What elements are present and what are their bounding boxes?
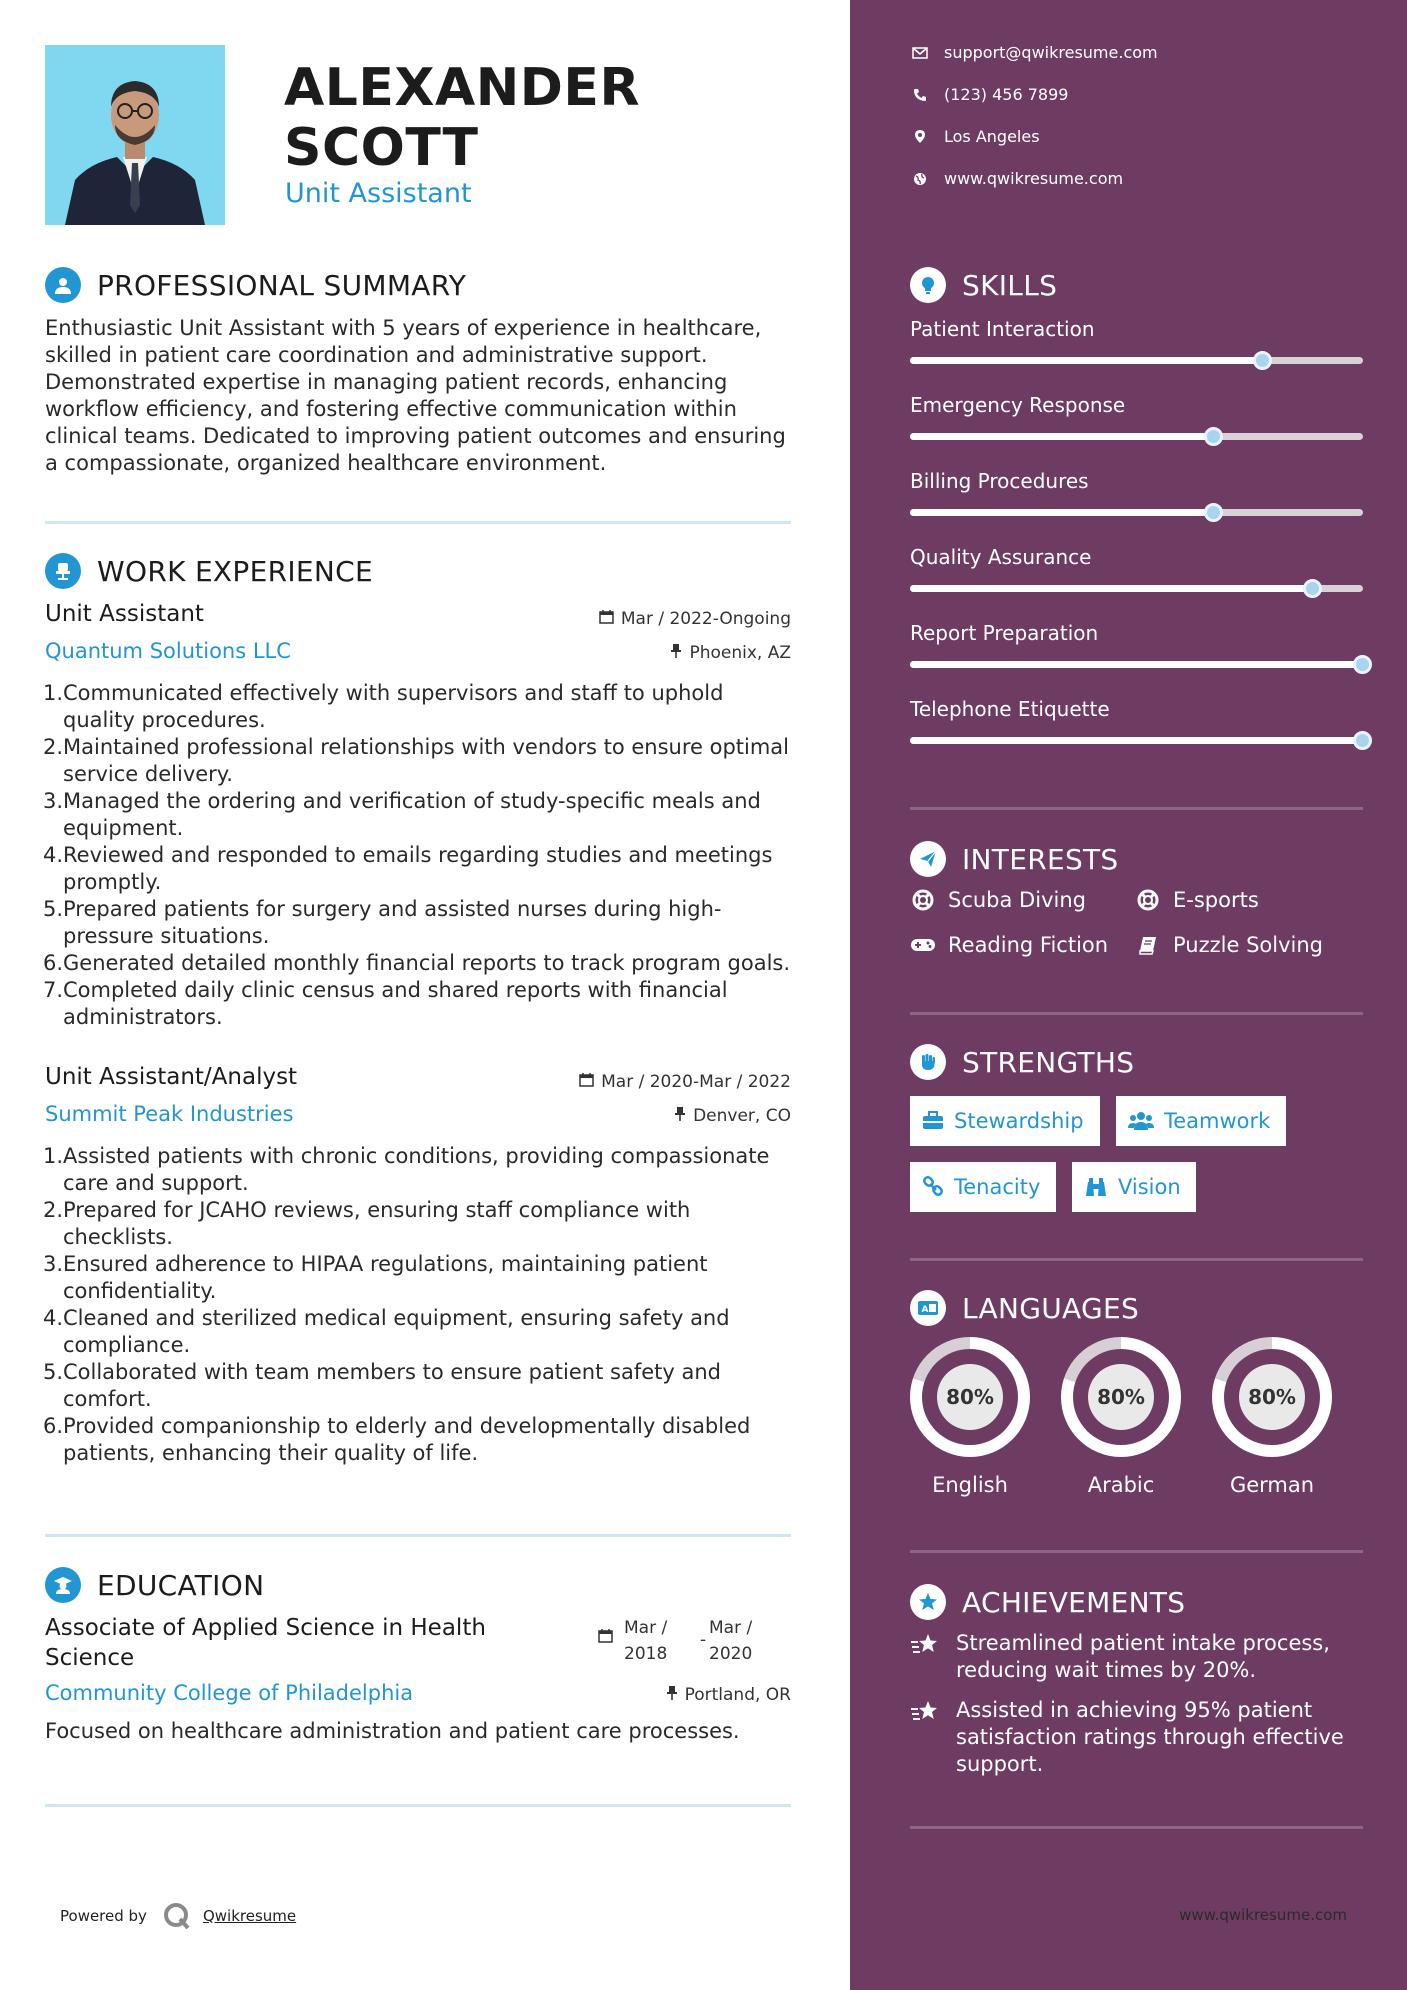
achievement-item <box>910 1630 1370 1684</box>
language-ring-inner <box>1224 1349 1320 1445</box>
skill-item <box>910 621 1363 668</box>
globe-icon <box>910 172 930 186</box>
profile-photo <box>45 45 225 225</box>
achievement-line: Assisted in achieving 95% patient <box>956 1698 1313 1722</box>
skill-bar-track <box>910 509 1363 516</box>
achievement-text <box>956 1697 1344 1778</box>
binoculars-icon <box>1084 1176 1108 1198</box>
avatar-illustration <box>45 45 225 225</box>
achievement-line: satisfaction ratings through effective <box>956 1725 1344 1749</box>
name-line-1: ALEXANDER <box>284 58 640 118</box>
item-number: 7. <box>42 978 63 1002</box>
item-number: 2. <box>42 735 63 759</box>
start-month: Mar / <box>624 1618 668 1638</box>
skill-bar-track <box>910 661 1363 668</box>
item-line: equipment. <box>63 816 184 840</box>
interest-item <box>1135 933 1323 957</box>
contact-website[interactable] <box>910 169 1123 188</box>
pin-icon <box>674 1106 686 1126</box>
achievement-item <box>910 1697 1370 1778</box>
section-divider <box>910 1550 1363 1553</box>
item-text <box>63 680 723 734</box>
calendar-icon <box>598 1628 613 1647</box>
skill-bar-fill <box>910 585 1313 592</box>
education-description: Focused on healthcare administration and patient care processes. <box>45 1719 740 1743</box>
job-location <box>670 643 791 663</box>
summary-line: clinical teams. Dedicated to improving patient outcomes and ensuring <box>45 424 786 448</box>
item-line: pressure situations. <box>63 924 270 948</box>
item-line: quality procedures. <box>63 708 266 732</box>
languages-title: LANGUAGES <box>962 1291 1140 1325</box>
section-divider <box>910 1012 1363 1015</box>
list-item <box>38 1413 798 1467</box>
degree-line: Associate of Applied Science in Health <box>45 1615 486 1641</box>
language-progress-ring <box>1212 1337 1332 1457</box>
job-location-text: Denver, CO <box>693 1106 791 1126</box>
education-location-text: Portland, OR <box>684 1685 791 1705</box>
summary-line: skilled in patient care coordination and administrative support. <box>45 343 708 367</box>
strengths-heading <box>910 1044 1134 1080</box>
strength-label: Stewardship <box>954 1109 1084 1133</box>
language-percent: 80% <box>937 1364 1003 1430</box>
paper-plane-icon <box>910 841 946 877</box>
summary-line: Demonstrated expertise in managing patient records, enhancing <box>45 370 728 394</box>
skill-item <box>910 697 1363 744</box>
interest-label: Reading Fiction <box>948 933 1109 957</box>
language-progress-ring <box>910 1337 1030 1457</box>
item-text <box>63 842 772 896</box>
gamepad-icon <box>910 937 936 953</box>
skill-level-knob <box>1204 503 1223 522</box>
item-line: Managed the ordering and verification of study-specific meals and <box>63 789 761 813</box>
candidate-name <box>284 58 640 178</box>
envelope-icon <box>910 47 930 59</box>
job-company: Summit Peak Industries <box>45 1102 294 1126</box>
briefcase-icon <box>922 1111 944 1131</box>
summary-line: workflow efficiency, and fostering effective communication within <box>45 397 737 421</box>
school-name: Community College of Philadelphia <box>45 1681 414 1705</box>
item-number: 1. <box>42 681 63 705</box>
translate-icon <box>910 1290 946 1326</box>
book-icon <box>1135 935 1161 955</box>
contact-email-text: support@qwikresume.com <box>944 43 1158 62</box>
list-item <box>38 788 798 842</box>
summary-line: Enthusiastic Unit Assistant with 5 years of experience in healthcare, <box>45 316 762 340</box>
link-icon <box>922 1176 944 1198</box>
education-heading <box>45 1567 264 1603</box>
list-item <box>38 1251 798 1305</box>
contact-email[interactable] <box>910 43 1158 62</box>
achievements-title: ACHIEVEMENTS <box>962 1585 1186 1619</box>
list-item <box>38 1143 798 1197</box>
item-line: promptly. <box>63 870 162 894</box>
experience-heading <box>45 553 373 589</box>
language-name: Arabic <box>1087 1473 1155 1497</box>
skill-bar-track <box>910 585 1363 592</box>
qwikresume-link[interactable]: Qwikresume <box>202 1907 297 1925</box>
language-percent: 80% <box>1239 1364 1305 1430</box>
achievements-heading <box>910 1584 1185 1620</box>
qwikresume-logo-icon <box>163 1902 191 1930</box>
interest-label: E-sports <box>1173 888 1259 912</box>
strength-chip <box>910 1162 1056 1212</box>
job-date-text: Mar / 2020-Mar / 2022 <box>601 1072 791 1092</box>
item-text <box>63 950 790 977</box>
skill-bar-fill <box>910 509 1214 516</box>
pin-icon <box>670 643 682 663</box>
item-text <box>63 1305 730 1359</box>
summary-title: PROFESSIONAL SUMMARY <box>97 268 467 302</box>
job-date-text: Mar / 2022-Ongoing <box>620 609 791 629</box>
item-text <box>63 734 789 788</box>
job-date <box>599 609 791 629</box>
item-text <box>63 1359 721 1413</box>
calendar-icon <box>579 1072 594 1092</box>
section-divider <box>45 1804 791 1807</box>
job-company: Quantum Solutions LLC <box>45 639 291 663</box>
item-text <box>63 1143 769 1197</box>
strength-chip <box>1116 1096 1286 1146</box>
item-number: 6. <box>42 1414 63 1438</box>
section-divider <box>45 521 791 524</box>
language-percent: 80% <box>1088 1364 1154 1430</box>
education-end-date <box>709 1615 752 1667</box>
lifebuoy-icon <box>910 889 936 911</box>
strength-label: Tenacity <box>954 1175 1041 1199</box>
star-badge-icon <box>910 1584 946 1620</box>
interests-title: INTERESTS <box>962 842 1119 876</box>
interest-label: Puzzle Solving <box>1173 933 1323 957</box>
fist-icon <box>910 1044 946 1080</box>
graduate-icon <box>45 1567 81 1603</box>
item-line: Collaborated with team members to ensure patient safety and <box>63 1360 721 1384</box>
skill-label: Telephone Etiquette <box>910 697 1110 721</box>
list-item <box>38 1197 798 1251</box>
item-line: Provided companionship to elderly and developmentally disabled <box>63 1414 751 1438</box>
skills-title: SKILLS <box>962 268 1058 302</box>
list-item <box>38 896 798 950</box>
powered-by-text: Powered by <box>60 1907 147 1925</box>
item-line: Ensured adherence to HIPAA regulations, maintaining patient <box>63 1252 708 1276</box>
skill-bar-fill <box>910 661 1363 668</box>
job-duties-list <box>38 1143 798 1467</box>
education-location <box>666 1685 791 1705</box>
summary-line: a compassionate, organized healthcare environment. <box>45 451 607 475</box>
item-number: 1. <box>42 1144 63 1168</box>
achievement-line: reducing wait times by 20%. <box>956 1658 1257 1682</box>
contact-location-text: Los Angeles <box>944 127 1040 146</box>
contact-website-text: www.qwikresume.com <box>944 169 1124 188</box>
skill-label: Patient Interaction <box>910 317 1095 341</box>
achievement-line: Streamlined patient intake process, <box>956 1631 1330 1655</box>
language-ring-inner <box>1073 1349 1169 1445</box>
shooting-star-icon <box>910 1697 942 1778</box>
education-title: EDUCATION <box>97 1568 265 1602</box>
users-icon <box>1128 1111 1154 1131</box>
skill-level-knob <box>1353 655 1372 674</box>
item-text <box>63 896 721 950</box>
user-icon <box>45 267 81 303</box>
date-dash: - <box>700 1630 707 1650</box>
language-ring-inner <box>922 1349 1018 1445</box>
job-title: Unit Assistant <box>45 601 204 627</box>
end-year: 2020 <box>709 1644 753 1664</box>
item-line: Assisted patients with chronic conditions, providing compassionate <box>63 1144 770 1168</box>
skill-label: Billing Procedures <box>910 469 1089 493</box>
item-line: confidentiality. <box>63 1279 217 1303</box>
skill-level-knob <box>1353 731 1372 750</box>
list-item <box>38 1359 798 1413</box>
skill-level-knob <box>1253 351 1272 370</box>
skill-bar-track <box>910 737 1363 744</box>
list-item <box>38 1305 798 1359</box>
language-name: English <box>932 1473 1008 1497</box>
language-item <box>1061 1337 1181 1497</box>
item-line: administrators. <box>63 1005 223 1029</box>
contact-phone-text: (123) 456 7899 <box>944 85 1069 104</box>
list-item <box>38 734 798 788</box>
contact-phone[interactable] <box>910 85 1068 104</box>
job-duties-list <box>38 680 798 1031</box>
education-start-date <box>624 1615 667 1667</box>
item-number: 6. <box>42 951 63 975</box>
item-line: patients, enhancing their quality of life. <box>63 1441 479 1465</box>
skill-label: Report Preparation <box>910 621 1099 645</box>
skill-level-knob <box>1303 579 1322 598</box>
list-item <box>38 977 798 1031</box>
item-line: Generated detailed monthly financial reports to track program goals. <box>63 951 791 975</box>
interest-item <box>1135 888 1259 912</box>
section-divider <box>910 1258 1363 1261</box>
job-location <box>674 1106 791 1126</box>
list-item <box>38 842 798 896</box>
skill-level-knob <box>1204 427 1223 446</box>
language-name: German <box>1229 1473 1315 1497</box>
lifebuoy-icon <box>1135 889 1161 911</box>
item-text <box>63 977 728 1031</box>
phone-icon <box>910 88 930 102</box>
item-line: checklists. <box>63 1225 173 1249</box>
job-date <box>579 1072 791 1092</box>
degree-line: Science <box>45 1645 135 1671</box>
skill-item <box>910 393 1363 440</box>
skill-item <box>910 469 1363 516</box>
list-item <box>38 680 798 734</box>
item-number: 5. <box>42 897 63 921</box>
calendar-icon <box>599 609 614 629</box>
job-location-text: Phoenix, AZ <box>689 643 791 663</box>
skill-bar-track <box>910 357 1363 364</box>
item-line: Prepared for JCAHO reviews, ensuring staff compliance with <box>63 1198 691 1222</box>
summary-heading <box>45 267 466 303</box>
lightbulb-icon <box>910 267 946 303</box>
section-divider <box>45 1534 791 1537</box>
item-text <box>63 1413 750 1467</box>
item-line: Cleaned and sterilized medical equipment, ensuring safety and <box>63 1306 730 1330</box>
skill-bar-fill <box>910 737 1363 744</box>
item-line: comfort. <box>63 1387 152 1411</box>
item-number: 5. <box>42 1360 63 1384</box>
strengths-title: STRENGTHS <box>962 1045 1135 1079</box>
item-line: care and support. <box>63 1171 249 1195</box>
skill-label: Quality Assurance <box>910 545 1092 569</box>
candidate-title: Unit Assistant <box>285 178 472 209</box>
strength-chip <box>1072 1162 1196 1212</box>
powered-by <box>60 1902 296 1930</box>
section-divider <box>910 807 1363 810</box>
chair-icon <box>45 553 81 589</box>
item-line: compliance. <box>63 1333 191 1357</box>
language-item <box>1212 1337 1332 1497</box>
svg-text:A: A <box>921 1305 929 1315</box>
interest-item <box>910 933 1108 957</box>
item-number: 4. <box>42 843 63 867</box>
item-number: 2. <box>42 1198 63 1222</box>
summary-text <box>45 315 805 477</box>
end-month: Mar / <box>709 1618 753 1638</box>
degree-title <box>45 1613 486 1673</box>
start-year: 2018 <box>624 1644 668 1664</box>
item-number: 3. <box>42 789 63 813</box>
footer-website-link[interactable]: www.qwikresume.com <box>1179 1906 1347 1924</box>
name-line-2: SCOTT <box>284 118 479 178</box>
item-number: 3. <box>42 1252 63 1276</box>
skill-bar-fill <box>910 433 1214 440</box>
item-line: service delivery. <box>63 762 233 786</box>
experience-title: WORK EXPERIENCE <box>97 554 373 588</box>
achievement-text <box>956 1630 1330 1684</box>
item-line: Communicated effectively with supervisors and staff to uphold <box>63 681 724 705</box>
shooting-star-icon <box>910 1630 942 1684</box>
item-text <box>63 1251 708 1305</box>
strength-chip <box>910 1096 1100 1146</box>
item-line: Completed daily clinic census and shared reports with financial <box>63 978 728 1002</box>
skill-item <box>910 545 1363 592</box>
section-divider <box>910 1826 1363 1829</box>
language-progress-ring <box>1061 1337 1181 1457</box>
item-text <box>63 1197 690 1251</box>
interest-item <box>910 888 1086 912</box>
skill-bar-fill <box>910 357 1263 364</box>
strength-label: Teamwork <box>1164 1109 1271 1133</box>
skills-heading <box>910 267 1057 303</box>
list-item <box>38 950 798 977</box>
job-title: Unit Assistant/Analyst <box>45 1064 298 1090</box>
pin-icon <box>666 1685 678 1705</box>
skill-label: Emergency Response <box>910 393 1126 417</box>
strength-label: Vision <box>1118 1175 1181 1199</box>
interests-heading <box>910 841 1119 877</box>
contact-location <box>910 127 1040 146</box>
item-line: Maintained professional relationships with vendors to ensure optimal <box>63 735 789 759</box>
item-number: 4. <box>42 1306 63 1330</box>
item-text <box>63 788 761 842</box>
skill-bar-track <box>910 433 1363 440</box>
languages-heading <box>910 1290 1139 1326</box>
item-line: Prepared patients for surgery and assisted nurses during high- <box>63 897 722 921</box>
language-item <box>910 1337 1030 1497</box>
skill-item <box>910 317 1363 364</box>
interest-label: Scuba Diving <box>948 888 1086 912</box>
map-marker-icon <box>910 129 930 144</box>
item-line: Reviewed and responded to emails regarding studies and meetings <box>63 843 773 867</box>
sidebar <box>850 0 1407 1990</box>
achievement-line: support. <box>956 1752 1044 1776</box>
